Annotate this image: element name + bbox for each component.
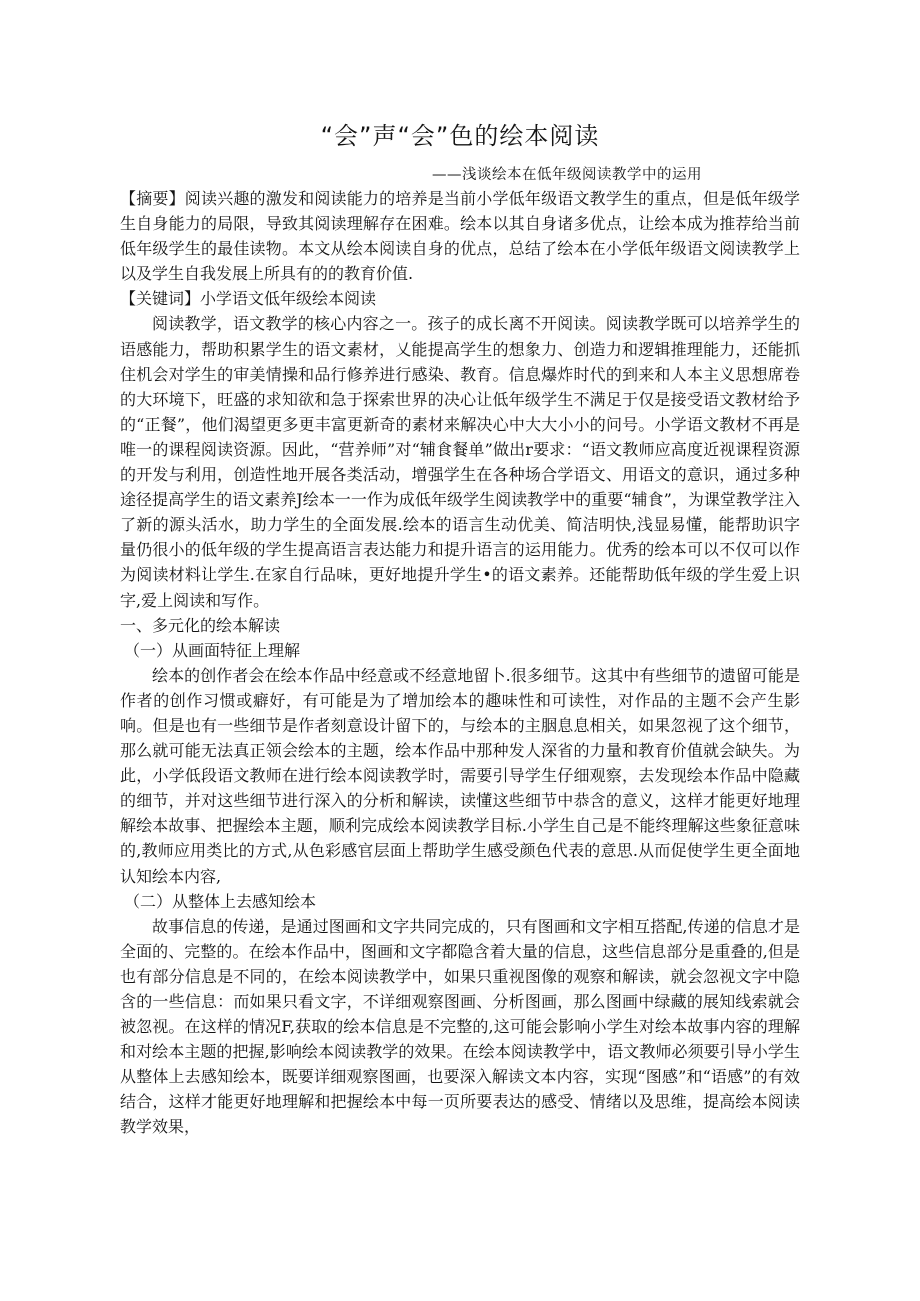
body-paragraph: 绘本的创作者会在绘本作品中经意或不经意地留卜.很多细节。这其中有些细节的遗留可能是作者的创作习惯或癖好，有可能是为了增加绘本的趣味性和可读性，对作品的主题不会产生影响。但是也有一些细节是作者刻意设计留下的，与绘本的主胭息息相关，如果忽视了这个细节，那么就可能无法真正领会绘本的主题，绘本作品中那种发人深省的力量和教育价值就会缺失。为此，小学低段语文教师在进行绘本阅读教学时，需要引导学生仔细观察，去发现绘本作品中隐藏的细节，并对这些细节进行深入的分析和解读，读懂这些细节中恭含的意义，这样才能更好地理解绘本故事、把握绘本主题，顺利完成绘本阅读教学目标.小学生自己是不能终理解这些象征意味的,教师应用类比的方式,从色彩感官层面上帮助学生感受颜色代表的意思.从而促使学生更全面地认知绘本内容, — [120, 665, 800, 886]
subsection-heading: （二）从整体上去感知绘本 — [124, 891, 317, 911]
document-title: “会”声“会”色的绘本阅读 — [320, 122, 600, 150]
body-paragraph: 故事信息的传递，是通过图画和文字共同完成的，只有图画和文字相互搭配,传递的信息才是全面的、完整的。在绘本作品中，图画和文字都隐含着大量的信息，这些信息部分是重叠的,但是也有部分信息是不同的，在绘本阅读教学中，如果只重视图像的观察和解读，就会忽视文字中隐含的一些信息：而如果只看文字，不详细观察图画、分析图画，那么图画中绿藏的展知线索就会被忽视。在这样的情况F,获取的绘本信息是不完整的,这可能会影响小学生对绘本故事内容的理解和对绘本主题的把握,影响绘本阅读教学的效果。在绘本阅读教学中，语文教师必须要引导小学生从整体上去感知绘本，既要详细观察图画，也要深入解读文本内容，实现“图感”和“语感”的有效结合，这样才能更好地理解和把握绘本中每一页所要表达的感受、情绪以及思维，提高绘本阅读教学效果， — [120, 916, 800, 1137]
section-heading: 一、多元化的绘本解读 — [120, 615, 281, 635]
keywords-line: 【关键词】小学语文低年级绘本阅读 — [120, 289, 377, 309]
intro-paragraph: 阅读教学，语文教学的核心内容之一。孩子的成长离不开阅读。阅读教学既可以培养学生的语感能力，帮助积累学生的语文素材，乂能提高学生的想象力、创造力和逻辑推理能力，还能抓住机会对学生的审美情操和品行修养进行感染、教育。信息爆炸时代的到来和人本主义思想席卷的大环境下，旺盛的求知欲和急于探索世界的决心让低年级学生不满足于仅是接受语文教材给予的“正餐”，他们渴望更多更丰富更新奇的素材来解决心中大大小小的问号。小学语文教材不再是唯一的课程阅读资源。因此，“营养师”对“辅食餐单”做出r要求：“语文教师应高度近视课程资源的开发与利用，创造性地开展各类活动，增强学生在各种场合学语文、用语文的意识，通过多种途径提高学生的语文素养J绘本一一作为成低年级学生阅读教学中的重要“辅食”，为课堂教学注入了新的源头活水，助力学生的全面发展.绘本的语言生动优美、简洁明快,浅显易懂，能帮助识字量仍很小的低年级的学生提高语言表达能力和提升语言的运用能力。优秀的绘本可以不仅可以作为阅读材料让学生.在家自行品味，更好地提升学生•的语文素养。还能帮助低年级的学生爱上识字,爱上阅读和写作。 — [120, 314, 800, 610]
subsection-heading: （一）从画面特征上理解 — [124, 640, 301, 660]
abstract-paragraph: 【摘要】阅读兴趣的激发和阅读能力的培养是当前小学低年级语文教学生的重点，但是低年级学生自身能力的局限，导致其阅读理解存在困难。绘本以其自身诸多优点，让绘本成为推荐给当前低年级学生的最佳读物。本文从绘本阅读自身的优点，总结了绘本在小学低年级语文阅读教学上以及学生自我发展上所具有的的教育价值. — [120, 189, 800, 284]
document-subtitle: ——浅谈绘本在低年级阅读教学中的运用 — [432, 167, 702, 183]
